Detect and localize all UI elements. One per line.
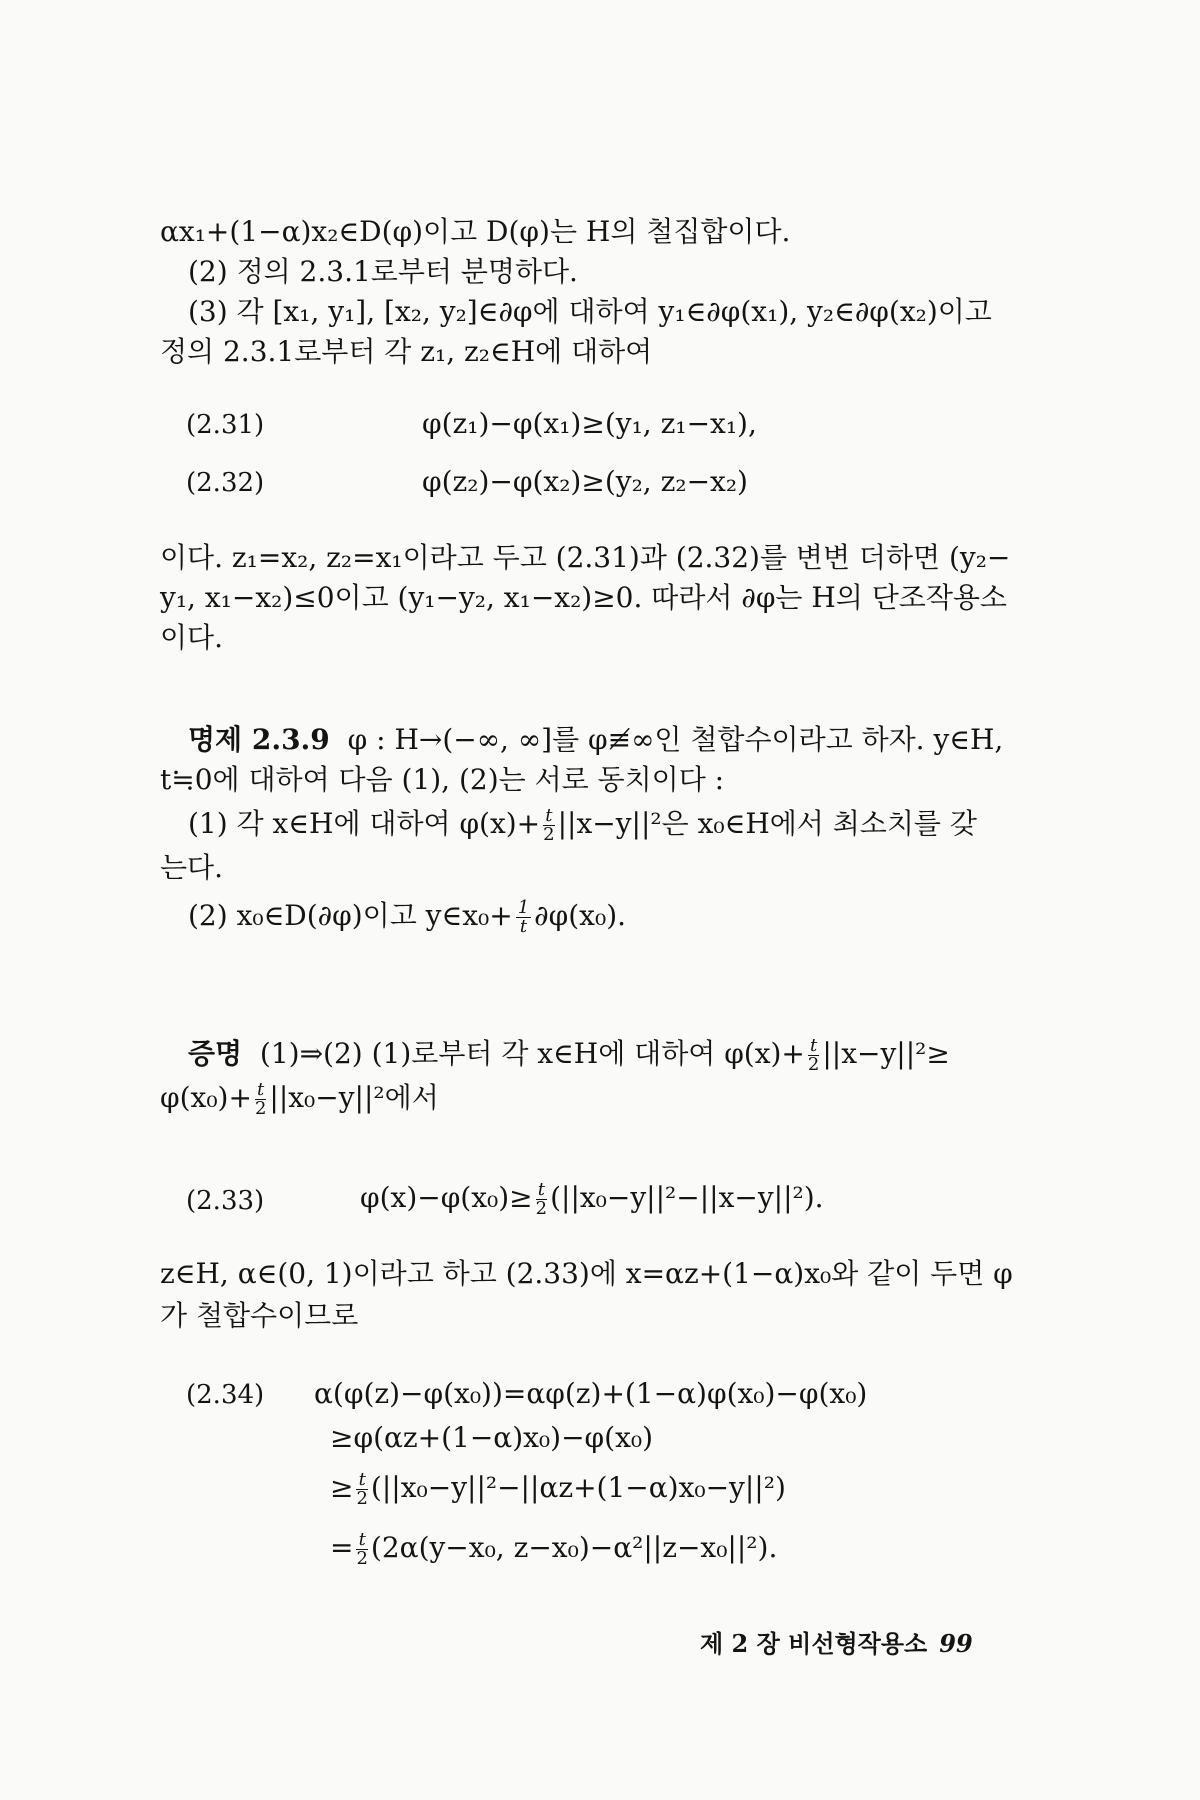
fraction: $\frac{t}{2}$ (807, 1035, 820, 1075)
equation-number: (2.34) (186, 1380, 265, 1410)
text-line: αx₁+(1−α)x₂∈D(φ)이고 D(φ)는 H의 철집합이다. (160, 215, 791, 248)
fraction: $\frac{t}{2}$ (254, 1079, 267, 1119)
text-line: 이다. z₁=x₂, z₂=x₁이라고 두고 (2.31)과 (2.32)를 변변 더하면 (y₂− (160, 541, 1011, 574)
fraction: $\frac{1}{t}$ (517, 897, 530, 937)
proof-line: 증명 (1)⇒(2) (1)로부터 각 x∈H에 대하여 φ(x)+ $\frac{t}{2}$ ||x−y||²≥ (188, 1035, 950, 1075)
fraction: $\frac{t}{2}$ (356, 1529, 368, 1569)
text-line: 이다. (160, 621, 223, 654)
text-line: 정의 2.3.1로부터 각 z₁, z₂∈H에 대하여 (160, 335, 653, 368)
proof-label: 증명 (188, 1037, 243, 1070)
fraction: $\frac{t}{2}$ (356, 1469, 368, 1509)
text-line: 는다. (160, 851, 223, 884)
equation-row: ≥ $\frac{t}{2}$ (||x₀−y||²−||αz+(1−α)x₀−y||²) (330, 1469, 786, 1509)
text-line: 가 철합수이므로 (160, 1299, 359, 1332)
equation-number: (2.32) (186, 468, 265, 498)
proof-line: φ(x₀)+ $\frac{t}{2}$ ||x₀−y||²에서 (160, 1079, 439, 1119)
equation-number: (2.33) (186, 1186, 265, 1216)
proposition-line (188, 722, 1003, 758)
chapter-title: 제 2 장 비선형작용소 (700, 1629, 928, 1658)
text-line: (2) 정의 2.3.1로부터 분명하다. (188, 255, 578, 288)
text-line: t≒0에 대하여 다음 (1), (2)는 서로 동치이다 : (160, 763, 725, 796)
equation-number: (2.31) (186, 410, 265, 440)
proposition-label: 명제 2.3.9 (188, 723, 330, 756)
condition-1: (1) 각 x∈H에 대하여 φ(x)+ $\frac{t}{2}$ ||x−y||²은 x₀∈H에서 최소치를 갖 (188, 805, 977, 845)
fraction: $\frac{t}{2}$ (543, 805, 555, 845)
equation-row: ≥φ(αz+(1−α)x₀)−φ(x₀) (330, 1421, 654, 1454)
text-line: z∈H, α∈(0, 1)이라고 하고 (2.33)에 x=αz+(1−α)x₀와 같이 두면 φ (160, 1257, 1013, 1290)
equation-body: φ(z₂)−φ(x₂)≥(y₂, z₂−x₂) (422, 465, 748, 498)
text-line: (3) 각 [x₁, y₁], [x₂, y₂]∈∂φ에 대하여 y₁∈∂φ(x₁), y₂∈∂φ(x₂)이고 (188, 295, 992, 328)
fraction: $\frac{t}{2}$ (535, 1179, 548, 1219)
page-footer (700, 1624, 973, 1659)
equation-body: φ(x)−φ(x₀)≥ $\frac{t}{2}$ (||x₀−y||²−||x−y||²). (360, 1179, 824, 1219)
equation-body: φ(z₁)−φ(x₁)≥(y₁, z₁−x₁), (422, 407, 757, 440)
text-line: y₁, x₁−x₂)≤0이고 (y₁−y₂, x₁−x₂)≥0. 따라서 ∂φ는 H의 단조작용소 (160, 581, 1007, 614)
page-number: 99 (939, 1629, 973, 1658)
proposition-text: φ : H→(−∞, ∞]를 φ≢∞인 철합수이라고 하자. y∈H, (347, 723, 1004, 756)
condition-2: (2) x₀∈D(∂φ)이고 y∈x₀+ $\frac{1}{t}$ ∂φ(x₀). (188, 897, 627, 937)
equation-row: α(φ(z)−φ(x₀))=αφ(z)+(1−α)φ(x₀)−φ(x₀) (314, 1377, 868, 1410)
equation-row: = $\frac{t}{2}$ (2α(y−x₀, z−x₀)−α²||z−x₀||²). (330, 1529, 778, 1569)
